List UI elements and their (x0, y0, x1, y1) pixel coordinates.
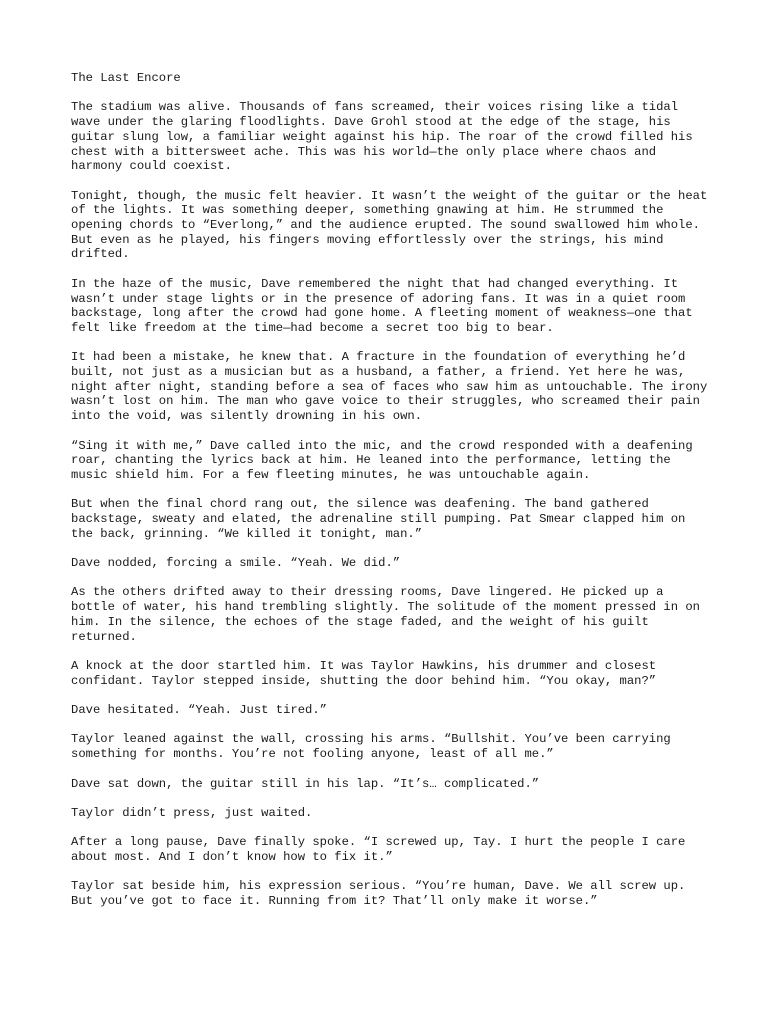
paragraph: A knock at the door startled him. It was Taylor Hawkins, his drummer and closest confidant. Taylor stepped inside, shutting the door behind him. “You okay, man?” (71, 658, 657, 688)
document-page (71, 71, 711, 924)
paragraph: Taylor sat beside him, his expression serious. “You’re human, Dave. We all screw up. But you’ve got to face it. Running from it? That’ll only make it worse.” (71, 879, 686, 909)
document-title: The Last Encore (71, 71, 181, 85)
paragraph: In the haze of the music, Dave remembered the night that had changed everything. It wasn’t under stage lights or in the presence of adoring fans. It was in a quiet room backstage, long after the crowd had gone home. A fleeting moment of weakness—one that felt like freedom at the time—had become a secret too big to bear. (71, 276, 693, 335)
paragraph: Taylor didn’t press, just waited. (71, 805, 313, 820)
paragraph: But when the final chord rang out, the silence was deafening. The band gathered backstage, sweaty and elated, the adrenaline still pumping. Pat Smear clapped him on the back, grinning. “We killed it tonight, man.” (71, 497, 686, 541)
paragraph: “Sing it with me,” Dave called into the mic, and the crowd responded with a deafening roar, chanting the lyrics back at him. He leaned into the performance, letting the music shield him. For a few fleeting minutes, he was untouchable again. (71, 438, 693, 482)
paragraph: Tonight, though, the music felt heavier. It wasn’t the weight of the guitar or the heat of the lights. It was something deeper, something gnawing at him. He strummed the opening chords to “Everlong,” and the audience erupted. The sound swallowed him whole. But even as he played, his fingers moving effortlessly over the strings, his mind drifted. (71, 188, 708, 262)
paragraph: The stadium was alive. Thousands of fans screamed, their voices rising like a tidal wave under the glaring floodlights. Dave Grohl stood at the edge of the stage, his guitar slung low, a familiar weight against his hip. The roar of the crowd filled his chest with a bittersweet ache. This was his world—the only place where chaos and harmony could coexist. (71, 100, 693, 174)
paragraph: Dave sat down, the guitar still in his lap. “It’s… complicated.” (71, 776, 540, 791)
paragraph: Taylor leaned against the wall, crossing his arms. “Bullshit. You’ve been carrying something for months. You’re not fooling anyone, least of all me.” (71, 732, 671, 762)
paragraph: Dave hesitated. “Yeah. Just tired.” (71, 703, 327, 718)
paragraph: After a long pause, Dave finally spoke. “I screwed up, Tay. I hurt the people I care about most. And I don’t know how to fix it.” (71, 835, 686, 865)
paragraph: As the others drifted away to their dressing rooms, Dave lingered. He picked up a bottle of water, his hand trembling slightly. The solitude of the moment pressed in on him. In the silence, the echoes of the stage faded, and the weight of his guilt returned. (71, 585, 700, 644)
paragraph: It had been a mistake, he knew that. A fracture in the foundation of everything he’d built, not just as a musician but as a husband, a father, a friend. Yet here he was, night after night, standing before a sea of faces who saw him as untouchable. The irony wasn’t lost on him. The man who gave voice to their struggles, who screamed their pain into the void, was silently drowning in his own. (71, 350, 708, 424)
paragraph: Dave nodded, forcing a smile. “Yeah. We did.” (71, 556, 401, 571)
